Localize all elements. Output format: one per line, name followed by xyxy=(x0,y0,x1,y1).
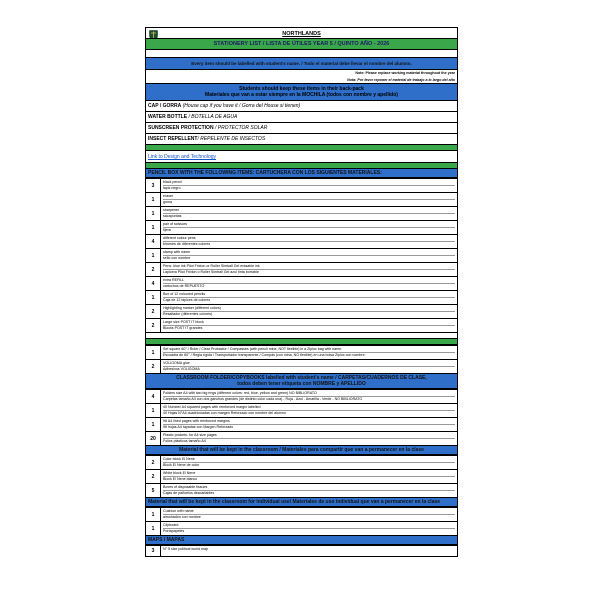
backpack-heading-en: Students should keep these items in their back-pack xyxy=(239,86,364,92)
item-quantity: 2 xyxy=(146,305,161,318)
item-es: Resaltador (diferentes colores) xyxy=(163,311,455,317)
backpack-item xyxy=(145,101,458,112)
item-es: Caja de 12 lápices de colores xyxy=(163,297,455,303)
item-description xyxy=(161,404,457,417)
item-es: Folios plásticos tamaño A4 xyxy=(163,438,455,444)
list-item xyxy=(145,235,458,249)
item-en: Set square 60° / Ruler / Clear Protractor / Compasses (with pencil mine, NOT flexible) in a Ziploc bag with name. xyxy=(163,347,343,351)
item-es: 40 Hojas N°A4 cuadriculadas con margen Reforzado con nombre del alumno xyxy=(163,410,455,416)
item-quantity: 20 xyxy=(146,432,161,445)
list-item xyxy=(145,545,458,557)
item-description xyxy=(161,263,457,276)
item-description xyxy=(161,432,457,445)
item-quantity: 4 xyxy=(146,390,161,403)
item-quantity: 1 xyxy=(146,346,161,359)
list-item xyxy=(145,305,458,319)
item-quantity: 1 xyxy=(146,404,161,417)
item-es: 96 hojas A4 rayadas con Margen Reforzado xyxy=(163,424,455,430)
list-item xyxy=(145,263,458,277)
item-description xyxy=(161,418,457,431)
individual-material-heading: Material that will be kept in the classroom for individual use/ Materiales de uso individual que van a permanecer en la clase xyxy=(145,498,458,507)
item-es: Blocks POST IT grandes xyxy=(163,325,455,331)
list-item xyxy=(145,277,458,291)
item-description xyxy=(161,193,457,206)
backpack-heading xyxy=(145,84,458,101)
item-quantity: 2 xyxy=(146,470,161,483)
folders-heading xyxy=(145,374,458,389)
pencil-box-heading: PENCIL BOX WITH THE FOLLOWING ITEMS: CARTUCHERA CON LOS SIGUIENTES MATERIALES: xyxy=(145,169,458,178)
item-description xyxy=(161,277,457,290)
item-description xyxy=(161,456,457,469)
item-quantity: 2 xyxy=(146,360,161,373)
item-es: Block El Nene de color xyxy=(163,462,455,468)
list-item xyxy=(145,455,458,470)
item-en: Large size POST IT block xyxy=(163,320,204,324)
backpack-item-es: / REPELENTE DE INSECTOS xyxy=(197,136,266,142)
label-notice: Every item should be labelled with student's name. / Todo el material debe llevar el nombre del alumno. xyxy=(145,58,458,70)
item-es: Block El Nene blanco xyxy=(163,476,455,482)
list-item xyxy=(145,345,458,360)
item-en: Pens: blue ink Pilot Frixion or Roller Simball Gel erasable ink xyxy=(163,264,260,268)
stationery-list-sheet xyxy=(145,27,458,557)
item-quantity: 2 xyxy=(146,263,161,276)
item-description xyxy=(161,221,457,234)
item-quantity: 4 xyxy=(146,277,161,290)
list-item xyxy=(145,319,458,333)
list-item xyxy=(145,249,458,263)
item-es: Cajas de pañuelos descartables xyxy=(163,490,455,496)
item-quantity: 4 xyxy=(146,235,161,248)
item-en: Highlighting marker (different colors) xyxy=(163,306,221,310)
list-item xyxy=(145,507,458,522)
item-en: black pencil xyxy=(163,180,182,184)
school-name: NORTHLANDS xyxy=(282,31,321,37)
item-en: different colour pens xyxy=(163,236,196,240)
item-description xyxy=(161,346,457,359)
backpack-item-en: SUNSCREEN PROTECTION xyxy=(148,125,214,131)
note-es: Nota: Por favor reponer el material de trabajo a lo largo del año xyxy=(347,78,455,82)
item-es: Adhesivos VOLIGOMA xyxy=(163,366,455,372)
item-quantity: 2 xyxy=(146,319,161,332)
item-es: Portapapeles xyxy=(163,528,455,534)
item-en: 40 Number A4 squared pages with reinforced margin labelled xyxy=(163,405,261,409)
item-es: sello con nombre xyxy=(163,255,455,261)
design-technology-link[interactable]: Link to Design and Technology xyxy=(145,151,458,163)
item-description xyxy=(161,508,457,521)
item-quantity: 1 xyxy=(146,522,161,535)
list-item xyxy=(145,193,458,207)
item-es: Escuadra de 60° / Regla rígida / Transportador transparente / Compás (con mina, NO flexible) en una bolsa Ziploc con nombre. xyxy=(163,352,455,358)
backpack-item xyxy=(145,112,458,123)
list-item xyxy=(145,404,458,418)
item-description xyxy=(161,484,457,497)
item-en: Color block El Nene xyxy=(163,457,195,461)
list-item xyxy=(145,418,458,432)
item-en: N° 5 size political world map xyxy=(163,547,208,551)
item-en: stamp with name xyxy=(163,250,191,254)
backpack-item xyxy=(145,123,458,134)
item-en: White block El Nene xyxy=(163,471,196,475)
backpack-item-es: / PROTECTOR SOLAR xyxy=(213,125,268,131)
backpack-heading-es: Materiales que van a estar siempre en la MOCHILA (todos con nombre y apellido) xyxy=(205,92,398,98)
backpack-item-es: (House cap if you have it / Gorra del House si tienen) xyxy=(181,103,301,109)
item-en: Box of 12 coloured pencils xyxy=(163,292,206,296)
item-quantity: 1 xyxy=(146,193,161,206)
item-es: cartuchos de REPUESTO xyxy=(163,283,455,289)
maps-heading: MAPS / MAPAS xyxy=(145,536,458,545)
item-es: biromes de diferentes colores xyxy=(163,241,455,247)
list-item xyxy=(145,221,458,235)
item-description xyxy=(161,319,457,332)
folders-heading-es: todos deben tener etiqueta con NOMBRE y APELLIDO xyxy=(237,381,366,387)
geometry-set-list xyxy=(145,345,458,374)
item-en: extra REFILL xyxy=(163,278,185,282)
item-description xyxy=(161,360,457,373)
item-en: Clipboard xyxy=(163,523,179,527)
item-en: Boxes of disposable tissues xyxy=(163,485,208,489)
pencil-box-list xyxy=(145,178,458,333)
folders-list xyxy=(145,389,458,446)
list-item xyxy=(145,291,458,305)
folders-heading-en: CLASSROOM FOLDER/COPYBOOKS labelled with student's name / CARPETAS/CUADERNOS DE CLASE, xyxy=(176,375,427,381)
item-es: sacapuntas xyxy=(163,213,455,219)
shared-material-heading: Material that will be kept in the classroom / Materiales para compartir que van a permanecer en la clase xyxy=(145,446,458,455)
item-quantity: 1 xyxy=(146,508,161,521)
item-quantity: 1 xyxy=(146,249,161,262)
item-description xyxy=(161,291,457,304)
list-item xyxy=(145,360,458,374)
item-en: Plastic pockets- for A4 size pages xyxy=(163,433,217,437)
item-en: VOLIGOMA glue xyxy=(163,361,190,365)
item-es: Carpetas tamaño A4 con dos ganchos grandes (de distinto color cada una) - Roja - Azul - Amarilla - Verde - NO BIBLIORATO xyxy=(163,396,455,402)
item-quantity: 3 xyxy=(146,179,161,192)
list-item xyxy=(145,470,458,484)
item-description xyxy=(161,179,457,192)
spacer xyxy=(145,50,458,58)
item-es: almohadón con nombre xyxy=(163,514,455,520)
note-en: Note: Please replace working material throughout the year xyxy=(355,71,455,75)
item-description xyxy=(161,522,457,535)
item-en: pair of scissors xyxy=(163,222,187,226)
list-title: STATIONERY LIST / LISTA DE ÚTILES YEAR 5 / QUINTO AÑO - 2026 xyxy=(145,39,458,50)
item-es: tijera xyxy=(163,227,455,233)
maps-list xyxy=(145,545,458,557)
item-description xyxy=(161,390,457,403)
item-description xyxy=(161,305,457,318)
backpack-item-en: INSECT REPELLENT xyxy=(148,136,198,142)
backpack-item xyxy=(145,134,458,145)
item-es: goma xyxy=(163,199,455,205)
school-name-row xyxy=(145,27,458,39)
item-en: Cushion with name xyxy=(163,509,194,513)
item-en: sharpener xyxy=(163,208,180,212)
item-quantity: 5 xyxy=(146,484,161,497)
list-item xyxy=(145,522,458,536)
list-item xyxy=(145,389,458,404)
backpack-item-en: WATER BOTTLE xyxy=(148,114,188,120)
item-es: Lapicera Pilot Frixion o Roller Simball Gel azul tinta borrable xyxy=(163,269,455,275)
individual-material-list xyxy=(145,507,458,536)
backpack-item-es: / BOTELLA DE AGUA xyxy=(187,114,238,120)
shared-material-list xyxy=(145,455,458,498)
item-es: lápiz negro xyxy=(163,185,455,191)
item-en: eraser xyxy=(163,194,174,198)
replacement-note xyxy=(145,70,458,84)
item-quantity: 1 xyxy=(146,207,161,220)
list-item xyxy=(145,484,458,498)
item-quantity: 1 xyxy=(146,221,161,234)
item-description xyxy=(161,470,457,483)
list-item xyxy=(145,207,458,221)
item-quantity: 1 xyxy=(146,291,161,304)
item-en: 96 A4 lined pages with reinforced margins xyxy=(163,419,230,423)
item-quantity: 2 xyxy=(146,456,161,469)
item-description xyxy=(161,546,457,556)
list-item xyxy=(145,432,458,446)
item-en: Folders size A4 with two big rings (different colors: red, blue, yellow and green) NO BIBLIORATO xyxy=(163,391,317,395)
item-quantity: 1 xyxy=(146,418,161,431)
backpack-item-en: CAP / GORRA xyxy=(148,103,182,109)
item-description xyxy=(161,235,457,248)
item-description xyxy=(161,207,457,220)
item-description xyxy=(161,249,457,262)
list-item xyxy=(145,178,458,193)
item-quantity: 3 xyxy=(146,546,161,556)
